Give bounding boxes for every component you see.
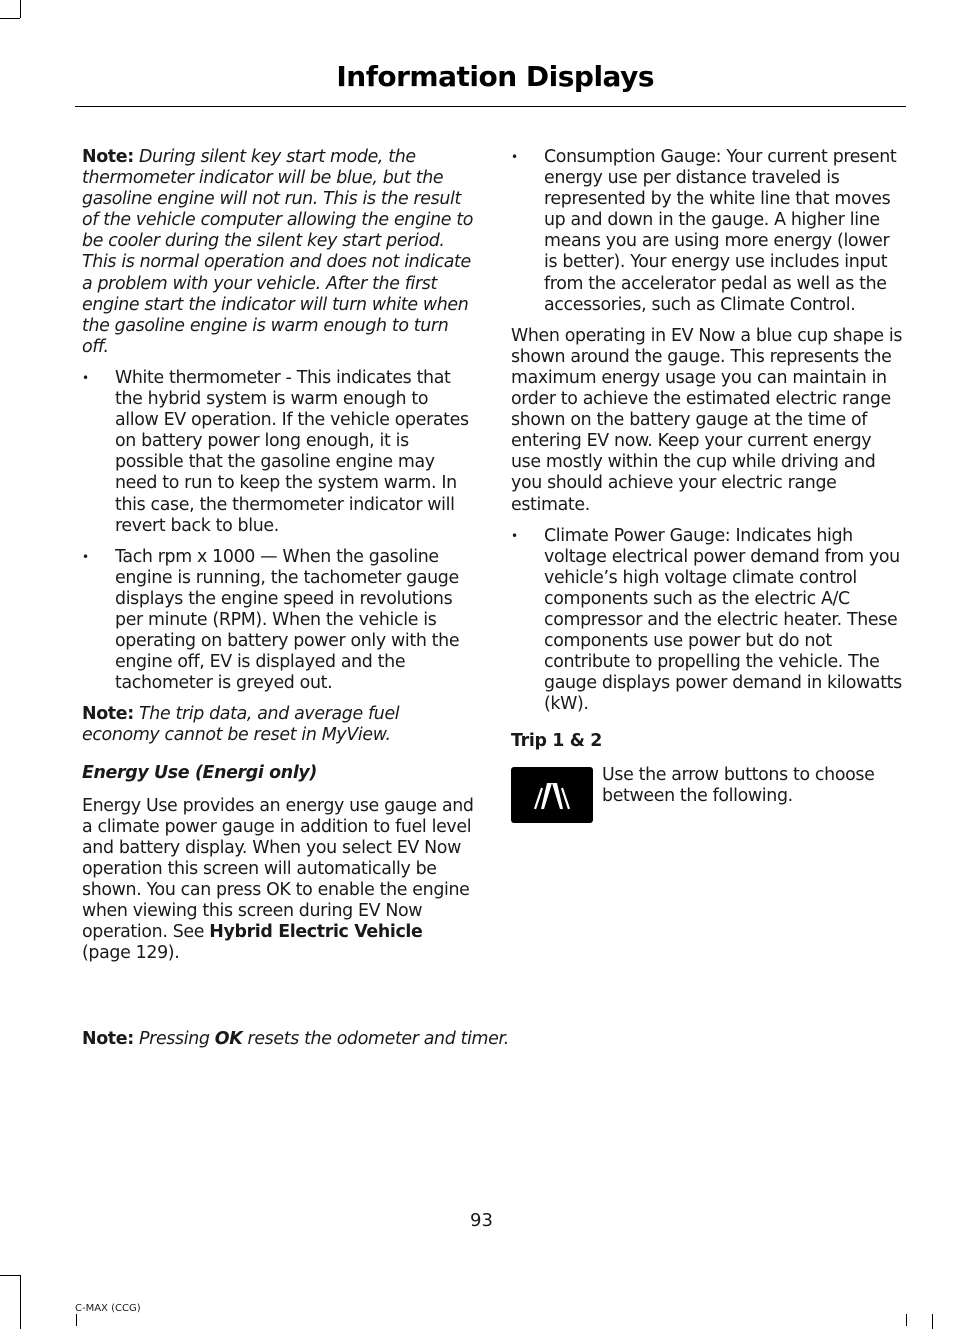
crop-mark-bottom-tick-left xyxy=(76,1314,77,1326)
note-label: Note: xyxy=(82,1029,134,1049)
trip-heading: Trip 1 & 2 xyxy=(511,731,602,752)
bullet-dot: • xyxy=(511,150,518,164)
page-title: Information Displays xyxy=(336,60,654,93)
list-item-tach-rpm xyxy=(82,547,474,695)
ok-key-label: OK xyxy=(214,1029,243,1049)
energy-use-heading: Energy Use (Energi only) xyxy=(82,762,318,783)
list-item-text: Climate Power Gauge: Indicates high voltage electrical power demand from you vehicle’s high voltage climate control components such as the electric A/C compressor and the electric heater. These components use power but do not contribute to propelling the vehicle. The gauge displays power demand in kilowatts (kW). xyxy=(544,525,902,715)
trip-icon-row xyxy=(511,765,903,825)
note-silent-key-start xyxy=(82,147,474,358)
bullet-dot: • xyxy=(82,370,89,385)
trip-description: Use the arrow buttons to choose between the following. xyxy=(602,764,875,806)
list-item-text: Tach rpm x 1000 — When the gasoline engine is running, the tachometer gauge displays the engine speed in revolutions per minute (RPM). When the vehicle is operating on battery power only with the engine off, EV is displayed and the tachometer is greyed out. xyxy=(115,546,460,694)
crop-mark-top-left-h xyxy=(0,18,20,19)
hybrid-electric-vehicle-link[interactable]: Hybrid Electric Vehicle xyxy=(209,922,423,943)
note-text-pre: Pressing xyxy=(139,1029,210,1049)
note-pressing-ok xyxy=(82,1029,902,1050)
title-rule xyxy=(75,106,906,107)
note-trip-data xyxy=(82,704,474,746)
note-text: The trip data, and average fuel economy cannot be reset in MyView. xyxy=(82,704,400,746)
page-number: 93 xyxy=(470,1210,493,1231)
crop-mark-bottom-right-v xyxy=(932,1314,933,1329)
note-text: During silent key start mode, the thermometer indicator will be blue, but the gasoline engine will not run. This is the result of the vehicle computer allowing the engine to be cooler during the silent key start period. This is normal operation and does not indicate a problem with your vehicle. After the first engine start the indicator will turn white when the gasoline engine is warm enough to turn off. xyxy=(82,147,474,357)
bullet-dot: • xyxy=(82,549,89,564)
note-label: Note: xyxy=(82,704,134,725)
ev-now-paragraph: When operating in EV Now a blue cup shape is shown around the gauge. This represents the maximum energy usage you can maintain in order to achieve the estimated electric range shown on the battery gauge at the time of entering EV now. Keep your current energy use mostly within the cup while driving and you should achieve your electric range estimate. xyxy=(511,325,903,515)
crop-mark-bottom-left-v xyxy=(20,1275,21,1329)
crop-mark-bottom-left-h xyxy=(0,1275,20,1276)
list-item-consumption-gauge xyxy=(511,147,903,316)
energy-use-text: Energy Use provides an energy use gauge and a climate power gauge in addition to fuel level and battery display. When you select EV Now operation this screen will automatically be shown. You can press OK to enable the engine when viewing this screen during EV Now operation. See xyxy=(82,795,474,943)
bullet-dot: • xyxy=(511,528,518,543)
page-reference: (page 129). xyxy=(82,943,180,964)
right-column xyxy=(511,147,903,825)
list-item-climate-power-gauge xyxy=(511,526,903,716)
list-item-text: White thermometer - This indicates that the hybrid system is warm enough to allow EV operation. If the vehicle operates on battery power long enough, it is possible that the gasoline engine may need to run to keep the system warm. In this case, the thermometer indicator will revert back to blue. xyxy=(115,367,469,536)
list-item-white-thermometer xyxy=(82,368,474,537)
model-code: C-MAX (CCG) xyxy=(75,1303,141,1314)
crop-mark-top-left-v xyxy=(20,0,21,18)
energy-use-paragraph xyxy=(82,796,474,965)
left-column xyxy=(82,147,474,974)
trip-road-icon xyxy=(511,767,593,823)
note-text-post: resets the odometer and timer. xyxy=(247,1029,509,1049)
crop-mark-bottom-tick-right xyxy=(906,1314,907,1326)
note-label: Note: xyxy=(82,147,134,167)
list-item-text: Consumption Gauge: Your current present energy use per distance traveled is represented by the white line that moves up and down in the gauge. A higher line means you are using more energy (lower is better). Your energy use includes input from the accelerator pedal as well as the accessories, such as Climate Control. xyxy=(544,147,897,315)
